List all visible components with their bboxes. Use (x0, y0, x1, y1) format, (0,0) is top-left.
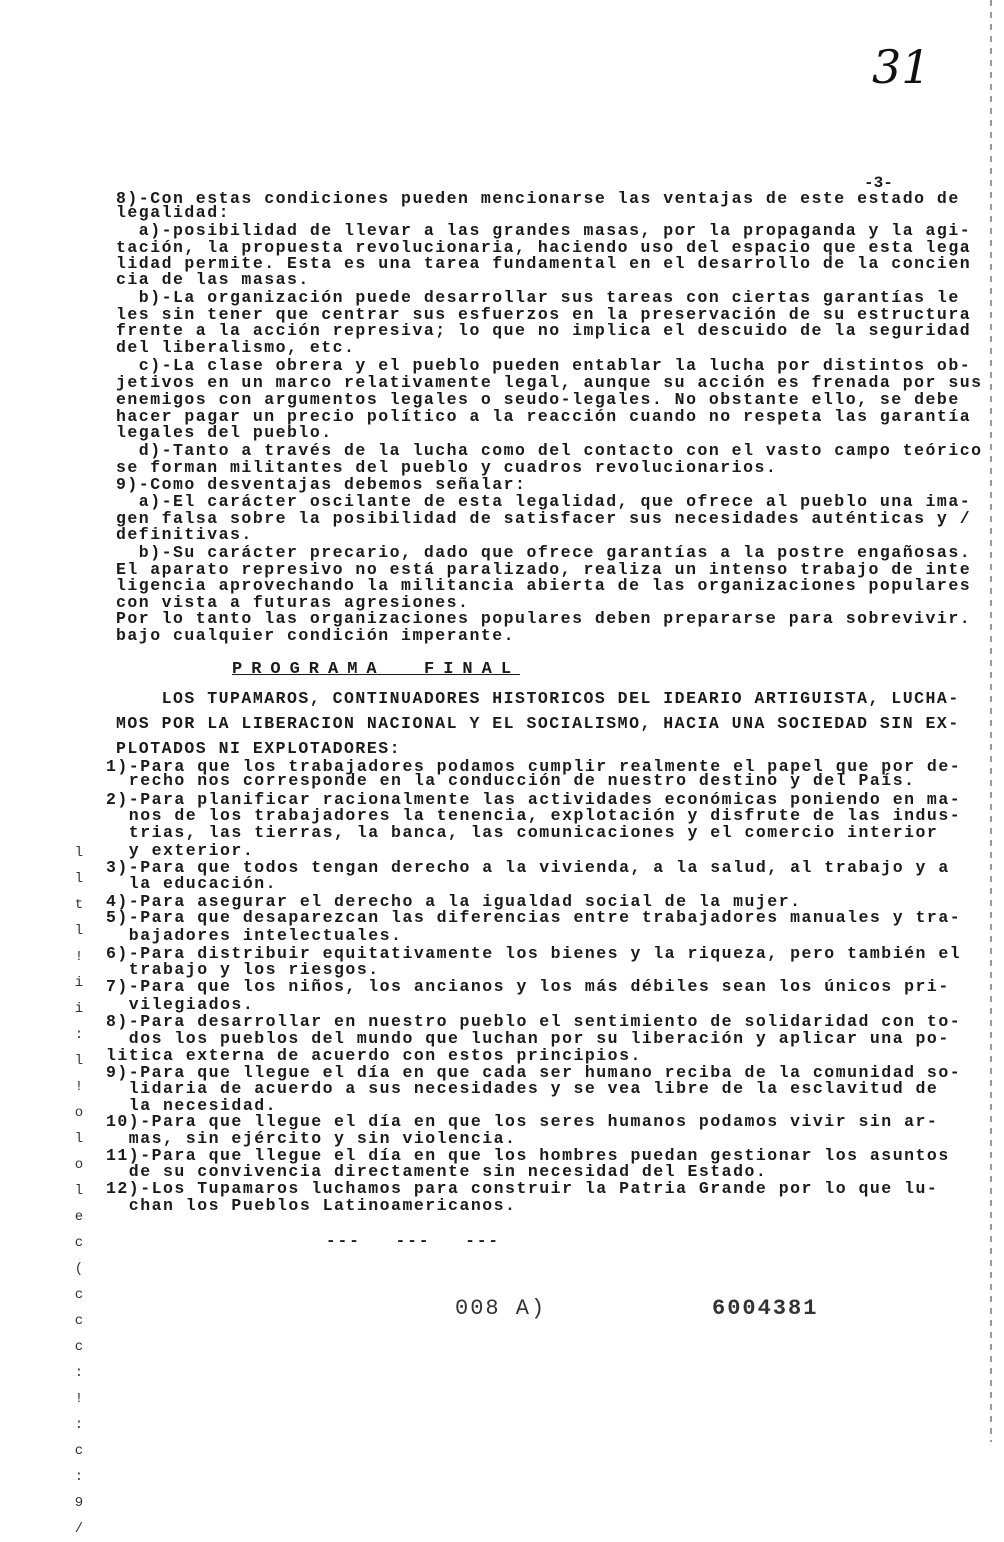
program-item-line: 1)-Para que los trabajadores podamos cumplir realmente el papel que por de- (106, 757, 962, 776)
program-item-line: trias, las tierras, la banca, las comunicaciones y el comercio interior (106, 823, 939, 842)
body-line: se forman militantes del pueblo y cuadros revolucionarios. (116, 458, 778, 477)
program-item-line: 4)-Para asegurar el derecho a la igualdad social de la mujer. (106, 892, 802, 911)
margin-mark: l (74, 1131, 84, 1147)
margin-mark: c (74, 1313, 84, 1329)
program-item-line: bajadores intelectuales. (106, 926, 403, 945)
body-line: ligencia aprovechando la militancia abierta de las organizaciones populares (116, 576, 972, 595)
body-line: c)-La clase obrera y el pueblo pueden entablar la lucha por distintos ob- (116, 356, 972, 375)
margin-mark: l (74, 1183, 84, 1199)
margin-mark: ! (74, 1391, 84, 1407)
body-line: les sin tener que centrar sus esfuerzos en la preservación de su estructura (116, 305, 972, 324)
program-item-line: nos de los trabajadores la tenencia, explotación y disfrute de las indus- (106, 806, 962, 825)
body-line: 8)-Con estas condiciones pueden mencionarse las ventajas de este estado de (116, 189, 960, 208)
program-item-line: la necesidad. (106, 1096, 278, 1115)
stamp-right: 6004381 (712, 1296, 819, 1321)
handwritten-page-number: 31 (872, 40, 931, 94)
margin-mark: c (74, 1235, 84, 1251)
margin-mark: l (74, 871, 84, 887)
margin-mark: t (74, 897, 84, 913)
separator: --- --- --- (326, 1232, 501, 1250)
program-item-line: 11)-Para que llegue el día en que los hombres puedan gestionar los asuntos (106, 1146, 950, 1165)
program-item-line: 12)-Los Tupamaros luchamos para construir la Patria Grande por lo que lu- (106, 1179, 939, 1198)
margin-mark: / (74, 1521, 84, 1537)
program-item-line: litica externa de acuerdo con estos principios. (106, 1046, 642, 1065)
program-item-line: 7)-Para que los niños, los ancianos y los más débiles sean los únicos pri- (106, 977, 950, 996)
program-item-line: y exterior. (106, 841, 255, 860)
margin-mark: i (74, 975, 84, 991)
body-line: del liberalismo, etc. (116, 338, 356, 357)
program-item-line: mas, sin ejército y sin violencia. (106, 1129, 517, 1148)
margin-mark: : (74, 1365, 84, 1381)
margin-marks (72, 840, 86, 1542)
margin-mark: l (74, 845, 84, 861)
margin-mark: l (74, 923, 84, 939)
program-item-line: vilegiados. (106, 995, 255, 1014)
body-line: d)-Tanto a través de la lucha como del contacto con el vasto campo teórico (116, 441, 983, 460)
body-line: Por lo tanto las organizaciones populares deben prepararse para sobrevivir. (116, 609, 972, 628)
margin-mark: o (74, 1105, 84, 1121)
body-line: a)-posibilidad de llevar a las grandes masas, por la propaganda y la agi- (116, 221, 972, 240)
body-line: definitivas. (116, 525, 253, 544)
body-line: a)-El carácter oscilante de esta legalidad, que ofrece al pueblo una ima- (116, 492, 972, 511)
program-item-line: 8)-Para desarrollar en nuestro pueblo el sentimiento de solidaridad con to- (106, 1012, 962, 1031)
margin-mark: ! (74, 949, 84, 965)
body-line: jetivos en un marco relativamente legal, aunque su acción es frenada por sus (116, 373, 983, 392)
program-item-line: lidaria de acuerdo a sus necesidades y se vea libre de la esclavitud de (106, 1079, 939, 1098)
program-intro-line: MOS POR LA LIBERACION NACIONAL Y EL SOCIALISMO, HACIA UNA SOCIEDAD SIN EX- (116, 714, 960, 733)
margin-mark: i (74, 1001, 84, 1017)
body-line: legalidad: (116, 203, 231, 222)
body-line: lidad permite. Esta es una tarea fundamental en el desarrollo de la concien (116, 254, 972, 273)
margin-mark: : (74, 1027, 84, 1043)
body-line: enemigos con argumentos legales o seudo-legales. No obstante ello, se debe (116, 390, 960, 409)
page-marker: -3- (864, 174, 893, 192)
margin-mark: e (74, 1209, 84, 1225)
body-line: tación, la propuesta revolucionaria, haciendo uso del espacio que esta lega (116, 238, 972, 257)
body-line: frente a la acción represiva; lo que no implica el descuido de la seguridad (116, 321, 972, 340)
program-item-line: chan los Pueblos Latinoamericanos. (106, 1196, 517, 1215)
program-item-line: de su convivencia directamente sin necesidad del Estado. (106, 1162, 768, 1181)
program-item-line: 5)-Para que desaparezcan las diferencias entre trabajadores manuales y tra- (106, 908, 962, 927)
body-line: legales del pueblo. (116, 423, 333, 442)
program-item-line: 2)-Para planificar racionalmente las actividades económicas poniendo en ma- (106, 790, 962, 809)
body-line: hacer pagar un precio político a la reacción cuando no respeta las garantía (116, 407, 972, 426)
section-title: PROGRAMA FINAL (232, 660, 521, 679)
margin-mark: c (74, 1339, 84, 1355)
program-item-line: 3)-Para que todos tengan derecho a la vivienda, a la salud, al trabajo y a (106, 858, 950, 877)
program-item-line: recho nos corresponde en la conducción de nuestro destino y del País. (106, 771, 916, 790)
margin-mark: l (74, 1053, 84, 1069)
scan-edge (990, 0, 992, 1442)
body-line: b)-La organización puede desarrollar sus tareas con ciertas garantías le (116, 288, 960, 307)
body-line: gen falsa sobre la posibilidad de satisfacer sus necesidades auténticas y / (116, 509, 972, 528)
body-line: con vista a futuras agresiones. (116, 593, 470, 612)
margin-mark: ! (74, 1079, 84, 1095)
program-item-line: la educación. (106, 874, 278, 893)
program-item-line: 10)-Para que llegue el día en que los seres humanos podamos vivir sin ar- (106, 1112, 939, 1131)
body-line: b)-Su carácter precario, dado que ofrece garantías a la postre engañosas. (116, 543, 972, 562)
program-item-line: 9)-Para que llegue el día en que cada ser humano reciba de la comunidad so- (106, 1063, 962, 1082)
program-item-line: dos los pueblos del mundo que luchan por su liberación y aplicar una po- (106, 1029, 950, 1048)
margin-mark: c (74, 1287, 84, 1303)
margin-mark: : (74, 1469, 84, 1485)
program-intro-line: LOS TUPAMAROS, CONTINUADORES HISTORICOS DEL IDEARIO ARTIGUISTA, LUCHA- (116, 689, 960, 708)
body-line: El aparato represivo no está paralizado, realiza un intenso trabajo de inte (116, 560, 972, 579)
margin-mark: c (74, 1443, 84, 1459)
body-line: cia de las masas. (116, 270, 310, 289)
body-line: 9)-Como desventajas debemos señalar: (116, 475, 527, 494)
body-line: bajo cualquier condición imperante. (116, 626, 516, 645)
program-item-line: 6)-Para distribuir equitativamente los bienes y la riqueza, pero también el (106, 944, 962, 963)
margin-mark: ( (74, 1261, 84, 1277)
margin-mark: o (74, 1157, 84, 1173)
margin-mark: : (74, 1417, 84, 1433)
margin-mark: 9 (74, 1495, 84, 1511)
program-item-line: trabajo y los riesgos. (106, 960, 380, 979)
program-intro-line: PLOTADOS NI EXPLOTADORES: (116, 739, 402, 758)
stamp-left: 008 A) (455, 1296, 547, 1321)
